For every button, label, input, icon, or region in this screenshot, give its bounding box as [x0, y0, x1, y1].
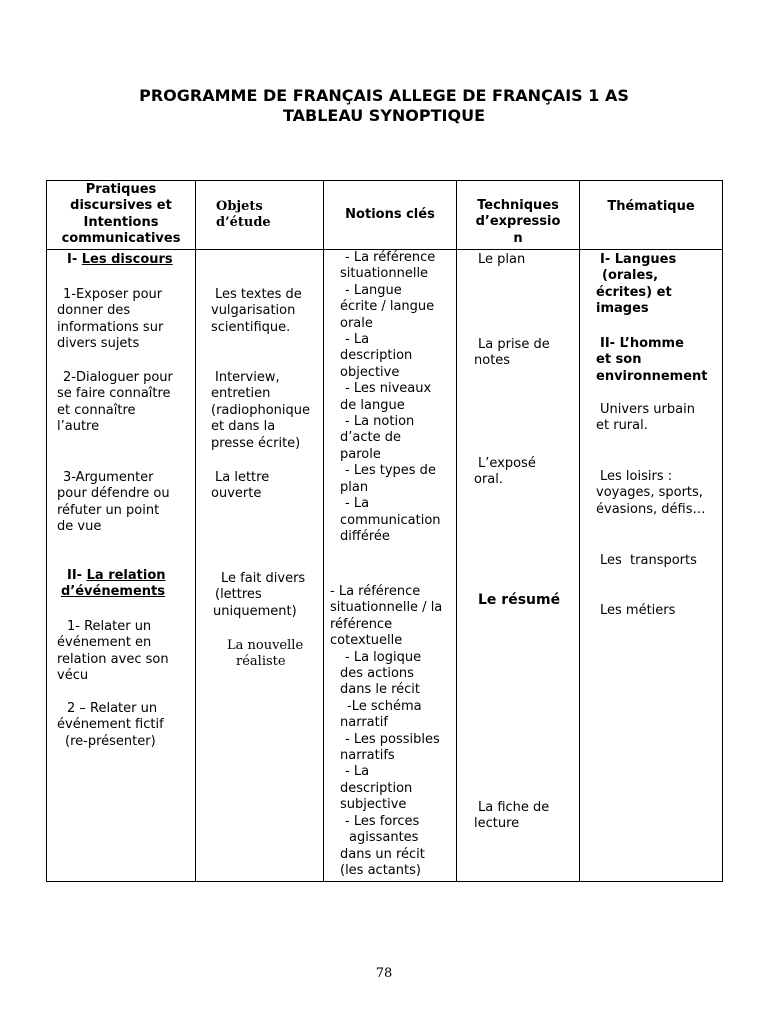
header-line: Techniques	[477, 198, 559, 213]
text-line: réfuter un point	[57, 502, 160, 518]
text-line: La nouvelle	[227, 638, 304, 653]
text-line: - La logique	[345, 649, 422, 665]
list-item	[340, 250, 441, 545]
text-line: différée	[340, 528, 390, 544]
text-line: La prise de	[478, 337, 550, 352]
list-item	[474, 337, 550, 370]
text-line: Univers urbain	[600, 402, 695, 417]
text-line: plan	[340, 479, 369, 495]
header-pratiques	[47, 181, 196, 250]
text-line: ouverte	[211, 486, 262, 502]
text-line: dans le récit	[340, 682, 421, 698]
page-number: 78	[375, 966, 393, 981]
section-title: La relation	[86, 568, 166, 583]
text-line: et rural.	[596, 418, 648, 434]
text-line: - Les forces	[345, 813, 420, 829]
header-line: Notions clés	[345, 207, 435, 222]
section-number: I-	[67, 252, 82, 267]
list-item	[596, 469, 706, 518]
header-line: Objets	[216, 199, 263, 214]
section-number: II-	[67, 568, 87, 583]
text-line: 2 – Relater un	[67, 701, 158, 716]
text-line: se faire connaître	[57, 386, 171, 402]
text-line: images	[596, 301, 649, 317]
text-line: évasions, défis…	[596, 501, 706, 517]
text-line: Le fait divers	[221, 571, 306, 586]
text-line: parole	[340, 446, 381, 462]
list-item	[211, 370, 310, 452]
text-line: II- L’homme	[600, 336, 684, 351]
list-item	[596, 402, 695, 435]
list-item	[57, 287, 164, 353]
text-line: pour défendre ou	[57, 486, 170, 502]
header-line: d’expressio	[475, 214, 561, 230]
text-line: divers sujets	[57, 336, 140, 352]
cell-techniques	[457, 250, 580, 882]
text-line: événement en	[57, 635, 152, 651]
text-line: - Les possibles	[345, 731, 440, 747]
list-item	[211, 470, 270, 503]
text-line: écrite / langue	[340, 299, 435, 315]
list-item	[330, 584, 442, 879]
text-line: Le résumé	[478, 592, 561, 608]
list-item	[57, 619, 169, 685]
text-line: - Les niveaux	[345, 381, 432, 397]
header-objets	[196, 181, 324, 250]
list-item	[213, 571, 306, 620]
text-line: et connaître	[57, 402, 136, 418]
text-line: cotextuelle	[330, 633, 403, 649]
text-line: écrites) et	[596, 284, 672, 300]
text-line: Les loisirs :	[600, 469, 673, 484]
text-line: dans un récit	[340, 846, 425, 862]
section-title: d’événements	[61, 584, 165, 600]
text-line: - La référence	[330, 584, 421, 599]
list-item	[478, 592, 560, 608]
text-line: environnement	[596, 368, 708, 384]
text-line: (re-présenter)	[65, 733, 156, 749]
text-line: 2-Dialoguer pour	[63, 370, 173, 385]
text-line: Le plan	[478, 252, 526, 267]
text-line: presse écrite)	[211, 435, 301, 451]
header-thematique	[580, 181, 723, 250]
document-title	[0, 86, 768, 126]
text-line: La lettre	[215, 470, 270, 485]
header-line: Thématique	[607, 199, 695, 214]
text-line: - Langue	[345, 282, 402, 298]
text-line: L’exposé	[478, 456, 536, 471]
text-line: - La référence	[345, 250, 436, 265]
text-line: objective	[340, 364, 400, 380]
header-techniques	[457, 181, 580, 250]
text-line: relation avec son	[57, 651, 169, 667]
text-line: orale	[340, 315, 373, 331]
title-line-1: PROGRAMME DE FRANÇAIS ALLEGE DE FRANÇAIS 1 AS	[139, 86, 629, 105]
text-line: événement fictif	[57, 717, 164, 733]
text-line: - La	[345, 332, 370, 348]
section-title: Les discours	[81, 252, 173, 267]
theme-homme	[596, 336, 708, 385]
text-line: Les transports	[600, 553, 697, 568]
text-line: de vue	[57, 519, 102, 535]
list-item	[227, 638, 303, 671]
table-header-row	[47, 181, 723, 250]
text-line: - Les types de	[345, 463, 436, 479]
text-line: (orales,	[602, 268, 659, 284]
list-item	[474, 800, 550, 833]
text-line: réaliste	[236, 654, 286, 670]
text-line: 1- Relater un	[67, 619, 152, 634]
text-line: d’acte de	[340, 430, 401, 446]
text-line: lecture	[474, 816, 520, 832]
list-item	[211, 287, 302, 336]
synoptic-table	[46, 180, 723, 882]
text-line: - La	[345, 764, 370, 780]
text-line: agissantes	[349, 830, 419, 846]
text-line: - La	[345, 496, 370, 512]
text-line: situationnelle / la	[330, 600, 443, 616]
text-line: notes	[474, 353, 511, 369]
text-line: (radiophonique	[211, 402, 310, 418]
text-line: référence	[330, 616, 393, 632]
text-line: I- Langues	[600, 252, 677, 267]
text-line: 3-Argumenter	[63, 470, 154, 485]
list-item	[474, 456, 536, 489]
text-line: subjective	[340, 797, 407, 813]
header-notions	[324, 181, 457, 250]
text-line: Les métiers	[600, 603, 676, 618]
list-item	[57, 701, 164, 750]
text-line: uniquement)	[213, 603, 297, 619]
list-item	[57, 370, 173, 436]
text-line: La fiche de	[478, 800, 550, 815]
text-line: Les textes de	[215, 287, 302, 302]
text-line: donner des	[57, 303, 131, 319]
text-line: oral.	[474, 472, 504, 488]
cell-pratiques	[47, 250, 196, 882]
text-line: des actions	[340, 666, 414, 682]
text-line: et son	[596, 352, 642, 368]
title-line-2: TABLEAU SYNOPTIQUE	[282, 106, 486, 125]
theme-langues	[596, 252, 677, 318]
header-line: n	[513, 230, 523, 246]
list-item	[600, 603, 675, 619]
list-item	[600, 553, 697, 569]
text-line: - La notion	[345, 414, 415, 430]
cell-notions	[324, 250, 457, 882]
header-line: discursives et	[70, 198, 172, 214]
text-line: description	[340, 780, 413, 796]
section-relation	[61, 568, 166, 601]
section-discours	[67, 252, 173, 268]
header-line: Pratiques	[85, 182, 157, 197]
text-line: situationnelle	[340, 266, 429, 282]
header-line: Intentions	[83, 214, 159, 230]
text-line: (lettres	[215, 587, 262, 603]
text-line: Interview,	[215, 370, 280, 385]
text-line: narratifs	[340, 748, 395, 764]
text-line: communication	[340, 512, 441, 528]
list-item	[57, 470, 170, 536]
text-line: scientifique.	[211, 319, 291, 335]
text-line: (les actants)	[340, 862, 421, 878]
text-line: 1-Exposer pour	[63, 287, 163, 302]
header-line: communicatives	[61, 231, 181, 247]
header-line: d’étude	[216, 215, 271, 231]
text-line: narratif	[340, 715, 388, 731]
text-line: informations sur	[57, 319, 164, 335]
text-line: -Le schéma	[347, 698, 422, 714]
text-line: et dans la	[211, 419, 276, 435]
table-body-row	[47, 250, 723, 882]
text-line: entretien	[211, 386, 271, 402]
text-line: de langue	[340, 397, 405, 413]
list-item	[478, 252, 525, 268]
text-line: voyages, sports,	[596, 485, 703, 501]
text-line: l’autre	[57, 419, 100, 435]
cell-thematique	[580, 250, 723, 882]
text-line: vécu	[57, 668, 89, 684]
cell-objets	[196, 250, 324, 882]
text-line: vulgarisation	[211, 303, 296, 319]
text-line: description	[340, 348, 413, 364]
